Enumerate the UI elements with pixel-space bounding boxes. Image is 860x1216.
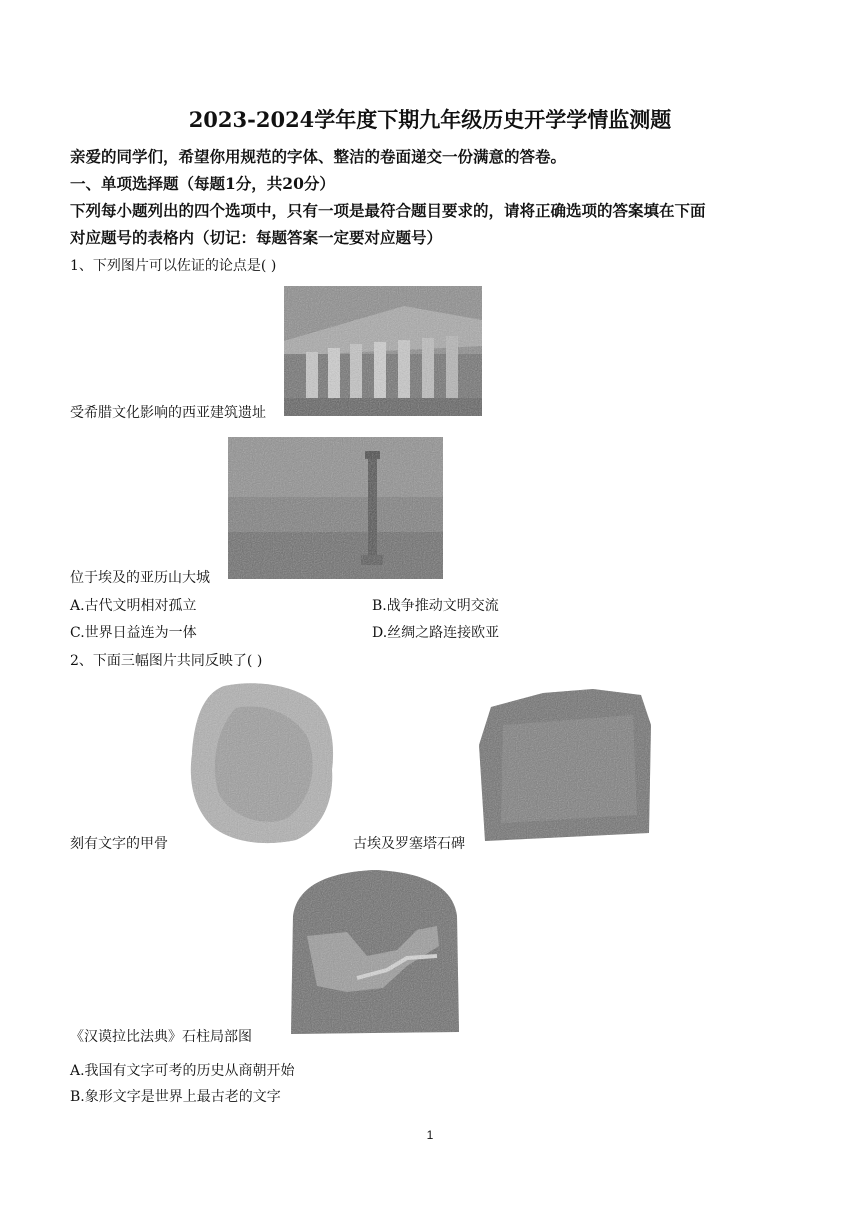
- option-d[interactable]: D.丝绸之路连接欧亚: [372, 625, 500, 641]
- option-b[interactable]: B.战争推动文明交流: [372, 598, 499, 614]
- greeting-text: 亲爱的同学们，希望你用规范的字体、整洁的卷面递交一份满意的答卷。: [70, 147, 567, 166]
- option-a[interactable]: A.我国有文字可考的历史从商朝开始: [70, 1063, 295, 1079]
- option-c[interactable]: C.世界日益连为一体: [70, 625, 197, 641]
- oracle-bone-photo: [184, 678, 340, 846]
- alexandria-column-photo: [228, 437, 443, 579]
- option-a[interactable]: A.古代文明相对孤立: [70, 598, 197, 614]
- image-caption: 刻有文字的甲骨: [70, 836, 168, 852]
- image-caption: 《汉谟拉比法典》石柱局部图: [70, 1029, 252, 1045]
- image-caption: 位于埃及的亚历山大城: [70, 570, 210, 586]
- question-2-stem: 2、下面三幅图片共同反映了( ): [70, 653, 263, 669]
- instructions-line-2: 对应题号的表格内（切记：每题答案一定要对应题号）: [70, 228, 443, 247]
- image-caption: 古埃及罗塞塔石碑: [353, 836, 465, 852]
- greek-temple-ruin-photo: [284, 286, 482, 416]
- hammurabi-stele-photo: [287, 866, 462, 1036]
- question-1-stem: 1、下列图片可以佐证的论点是( ): [70, 258, 277, 274]
- image-caption: 受希腊文化影响的西亚建筑遗址: [70, 405, 266, 421]
- page-number: 1: [426, 1128, 434, 1142]
- exam-title: 2023-2024学年度下期九年级历史开学学情监测题: [188, 107, 672, 132]
- section-heading: 一、单项选择题（每题1分，共20分）: [70, 174, 335, 193]
- rosetta-stone-photo: [473, 685, 655, 845]
- option-b[interactable]: B.象形文字是世界上最古老的文字: [70, 1089, 281, 1105]
- instructions-line-1: 下列每小题列出的四个选项中，只有一项是最符合题目要求的，请将正确选项的答案填在下面: [70, 201, 706, 220]
